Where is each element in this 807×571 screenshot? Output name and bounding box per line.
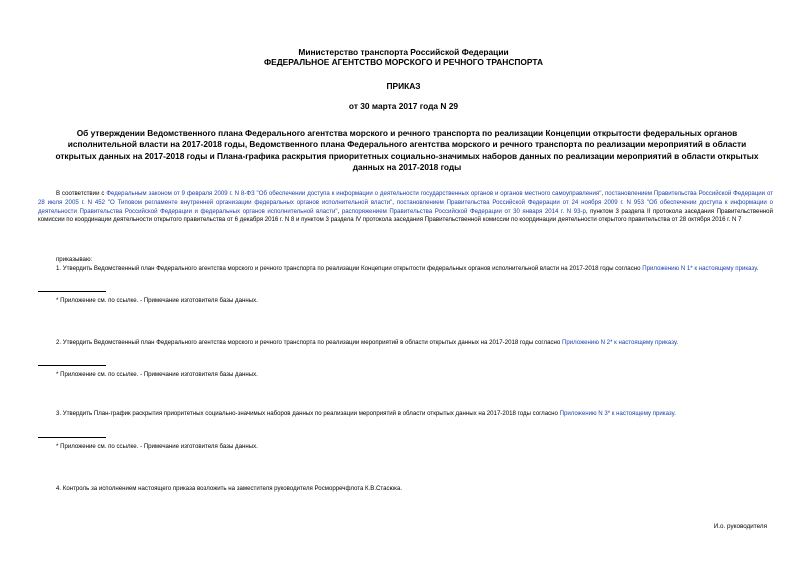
preamble-text: , bbox=[337, 207, 342, 215]
footnote-2: * Приложение см. по ссылке. - Примечание изготовителя базы данных. bbox=[56, 371, 258, 378]
item-tail: . bbox=[756, 265, 759, 272]
preamble-paragraph bbox=[38, 190, 773, 225]
preamble-text: , пунктом 3 раздела II протокола заседания Правительственной комиссии по координации деятельности открытого правительства от 6 декабря 2016 г. N 8 и пунктом 3 раздела IV протокола заседания Правительственной комиссии по координации деятельности открытого правительства от 28 октября 2016 г. N 7 bbox=[38, 207, 773, 224]
document-title: Об утверждении Ведомственного плана Федерального агентства морского и речного транспорта по реализации Концепции открытости федеральных органов исполнительной власти на 2017-2018 годы, Ведомственного плана Федерального агентства морского и речного транспорта по реализации мероприятий в области открытых данных на 2017-2018 годы и Плана-графика раскрытия приоритетных социально-значимых наборов данных по реализации мероприятий в области открытых данных на 2017-2018 годы bbox=[55, 128, 759, 172]
order-item-2 bbox=[38, 339, 773, 348]
item-tail: . bbox=[674, 410, 676, 417]
footnote-1: * Приложение см. по ссылке. - Примечание изготовителя базы данных. bbox=[56, 297, 258, 304]
order-item-3 bbox=[38, 410, 773, 419]
order-word: приказываю: bbox=[56, 256, 93, 263]
resolution-452-link[interactable]: постановлением Правительства Российской Федерации от 28 июля 2005 г. N 452 "О Типовом регламенте внутренней организации федеральных органов исполнительной власти" bbox=[38, 190, 774, 206]
preamble-text: , bbox=[392, 198, 397, 206]
footnote-divider bbox=[38, 291, 106, 292]
footnote-divider bbox=[38, 365, 106, 366]
document-type: ПРИКАЗ bbox=[386, 81, 421, 91]
ministry-name: Министерство транспорта Российской Федерации bbox=[298, 47, 509, 57]
agency-name: ФЕДЕРАЛЬНОЕ АГЕНТСТВО МОРСКОГО И РЕЧНОГО ТРАНСПОРТА bbox=[263, 57, 544, 67]
preamble-text: В соответствии с bbox=[56, 190, 107, 197]
preamble-text: , bbox=[601, 190, 605, 197]
footnote-divider bbox=[38, 437, 106, 438]
federal-law-link[interactable]: Федеральным законом от 9 февраля 2009 г. N 8-ФЗ "Об обеспечении доступа к информации о деятельности государственных органов и органов местного самоуправления" bbox=[106, 190, 602, 197]
order-item-1 bbox=[38, 265, 773, 274]
order-item-4: 4. Контроль за исполнением настоящего приказа возложить на заместителя руководителя Росморречфлота К.В.Стасюка. bbox=[56, 485, 403, 492]
item-tail: . bbox=[676, 339, 679, 346]
resolution-953-link[interactable]: постановлением Правительства Российской Федерации от 24 ноября 2009 г. N 953 "Об обеспечении доступа к информации о деятельности Правительства Российской Федерации и федеральных органов исполнительной власти" bbox=[38, 198, 773, 215]
footnote-3: * Приложение см. по ссылке. - Примечание изготовителя базы данных. bbox=[56, 443, 258, 450]
appendix-1-link[interactable]: Приложению N 1* к настоящему приказу bbox=[642, 265, 757, 272]
order-93r-link[interactable]: распоряжением Правительства Российской Федерации от 30 января 2014 г. N 93-р bbox=[341, 207, 586, 215]
item-text: 3. Утвердить План-график раскрытия приоритетных социально-значимых наборов данных по реализации мероприятий в области открытых данных на 2017-2018 годы согласно bbox=[56, 410, 560, 417]
document-date-number: от 30 марта 2017 года N 29 bbox=[348, 101, 459, 111]
signature-title: И.о. руководителя bbox=[713, 523, 767, 530]
item-text: 2. Утвердить Ведомственный план Федерального агентства морского и речного транспорта по реализации мероприятий в области открытых данных на 2017-2018 годы согласно bbox=[56, 339, 562, 346]
appendix-2-link[interactable]: Приложению N 2* к настоящему приказу bbox=[561, 339, 677, 346]
item-text: 1. Утвердить Ведомственный план Федерального агентства морского и речного транспорта по реализации Концепции открытости федеральных органов исполнительной власти на 2017-2018 годы согласно bbox=[56, 265, 643, 272]
appendix-3-link[interactable]: Приложению N 3* к настоящему приказу bbox=[559, 410, 675, 417]
